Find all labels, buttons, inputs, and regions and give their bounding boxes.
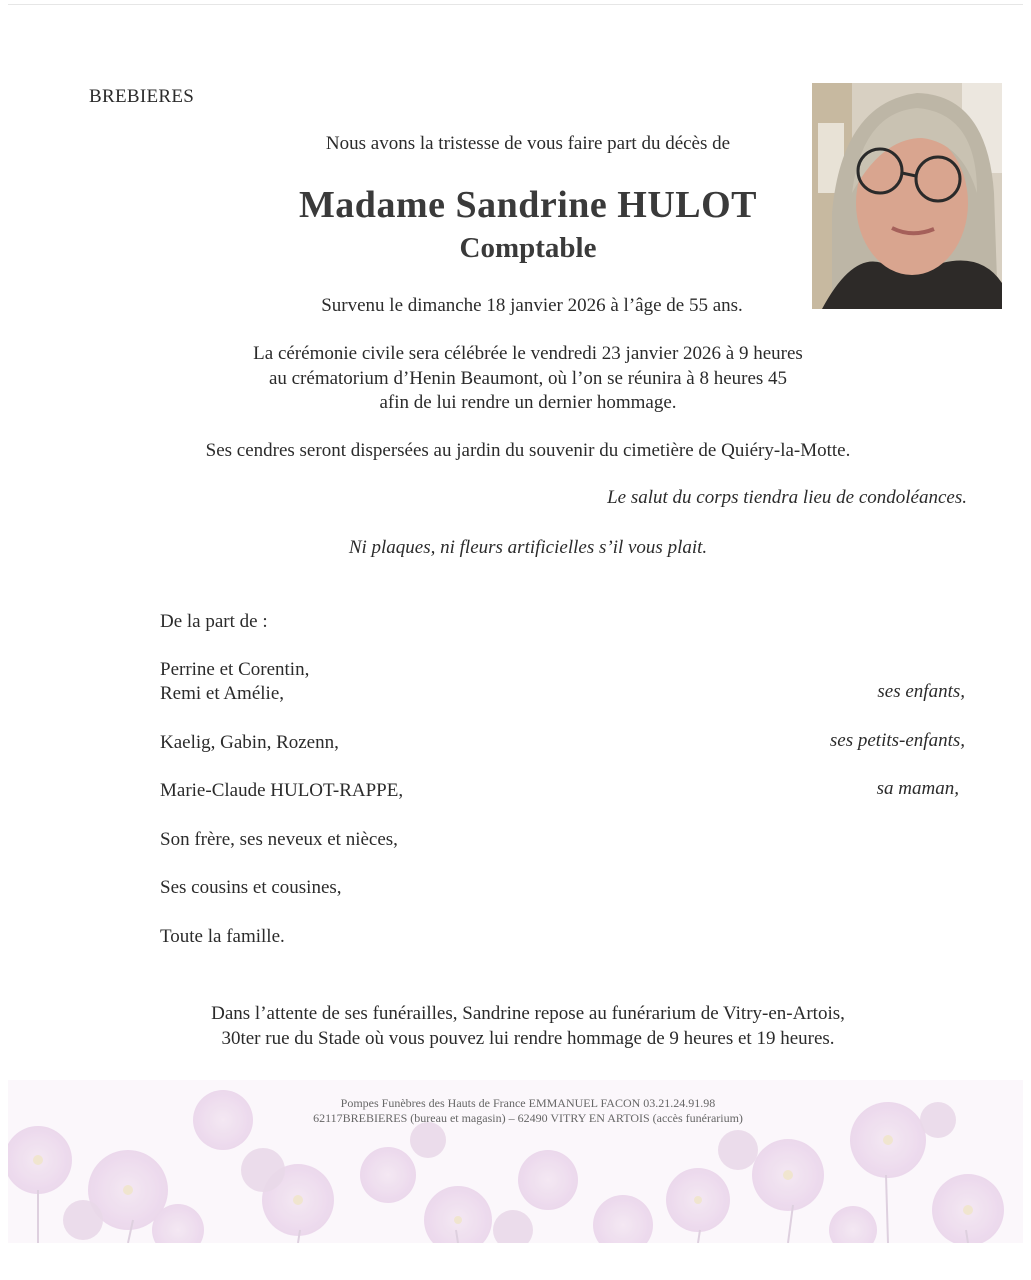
mother-relation: sa maman, <box>876 778 959 799</box>
ceremony-line: au crématorium d’Henin Beaumont, où l’on se réunira à 8 heures 45 <box>268 367 788 389</box>
flowers-note: Ni plaques, ni fleurs artificielles s’il vous plait. <box>348 537 708 558</box>
ceremony-details <box>0 342 1031 416</box>
children-relation: ses enfants, <box>877 681 965 702</box>
town-header: BREBIERES <box>89 86 195 107</box>
funerarium-line: 30ter rue du Stade où vous pouvez lui rendre hommage de 9 heures et 19 heures. <box>221 1028 835 1049</box>
deceased-occupation: Comptable <box>459 232 597 264</box>
mother-name: Marie-Claude HULOT-RAPPE, <box>160 780 404 801</box>
all-family-line: Toute la famille. <box>160 926 285 947</box>
funerarium-line: Dans l’attente de ses funérailles, Sandrine repose au funérarium de Vitry-en-Artois, <box>211 1003 845 1024</box>
ashes-note: Ses cendres seront dispersées au jardin du souvenir du cimetière de Quiéry-la-Motte. <box>205 440 851 461</box>
children-line: Perrine et Corentin, <box>160 659 310 680</box>
portrait-photo <box>812 83 1002 309</box>
ceremony-line: afin de lui rendre un dernier hommage. <box>379 392 677 413</box>
funeral-home-footer <box>0 1096 1031 1126</box>
intro-text: Nous avons la tristesse de vous faire part du décès de <box>325 133 731 154</box>
siblings-line: Son frère, ses neveux et nièces, <box>160 829 398 850</box>
family-intro: De la part de : <box>160 611 268 632</box>
footer-line: 62117BREBIERES (bureau et magasin) – 62490 VITRY EN ARTOIS (accès funérarium) <box>313 1111 743 1125</box>
ceremony-line: La cérémonie civile sera célébrée le vendredi 23 janvier 2026 à 9 heures <box>253 343 803 364</box>
footer-line: Pompes Funèbres des Hauts de France EMMANUEL FACON 03.21.24.91.98 <box>340 1096 716 1110</box>
grandchildren-names: Kaelig, Gabin, Rozenn, <box>160 732 339 753</box>
grandchildren-relation: ses petits-enfants, <box>829 730 965 751</box>
funerarium-info <box>0 1001 1031 1051</box>
condolences-note: Le salut du corps tiendra lieu de condoléances. <box>607 487 967 508</box>
deceased-name: Madame Sandrine HULOT <box>298 184 758 226</box>
passing-date: Survenu le dimanche 18 janvier 2026 à l’âge de 55 ans. <box>321 295 743 316</box>
cousins-line: Ses cousins et cousines, <box>160 877 342 898</box>
children-names <box>160 658 309 706</box>
children-line: Remi et Amélie, <box>160 683 285 704</box>
